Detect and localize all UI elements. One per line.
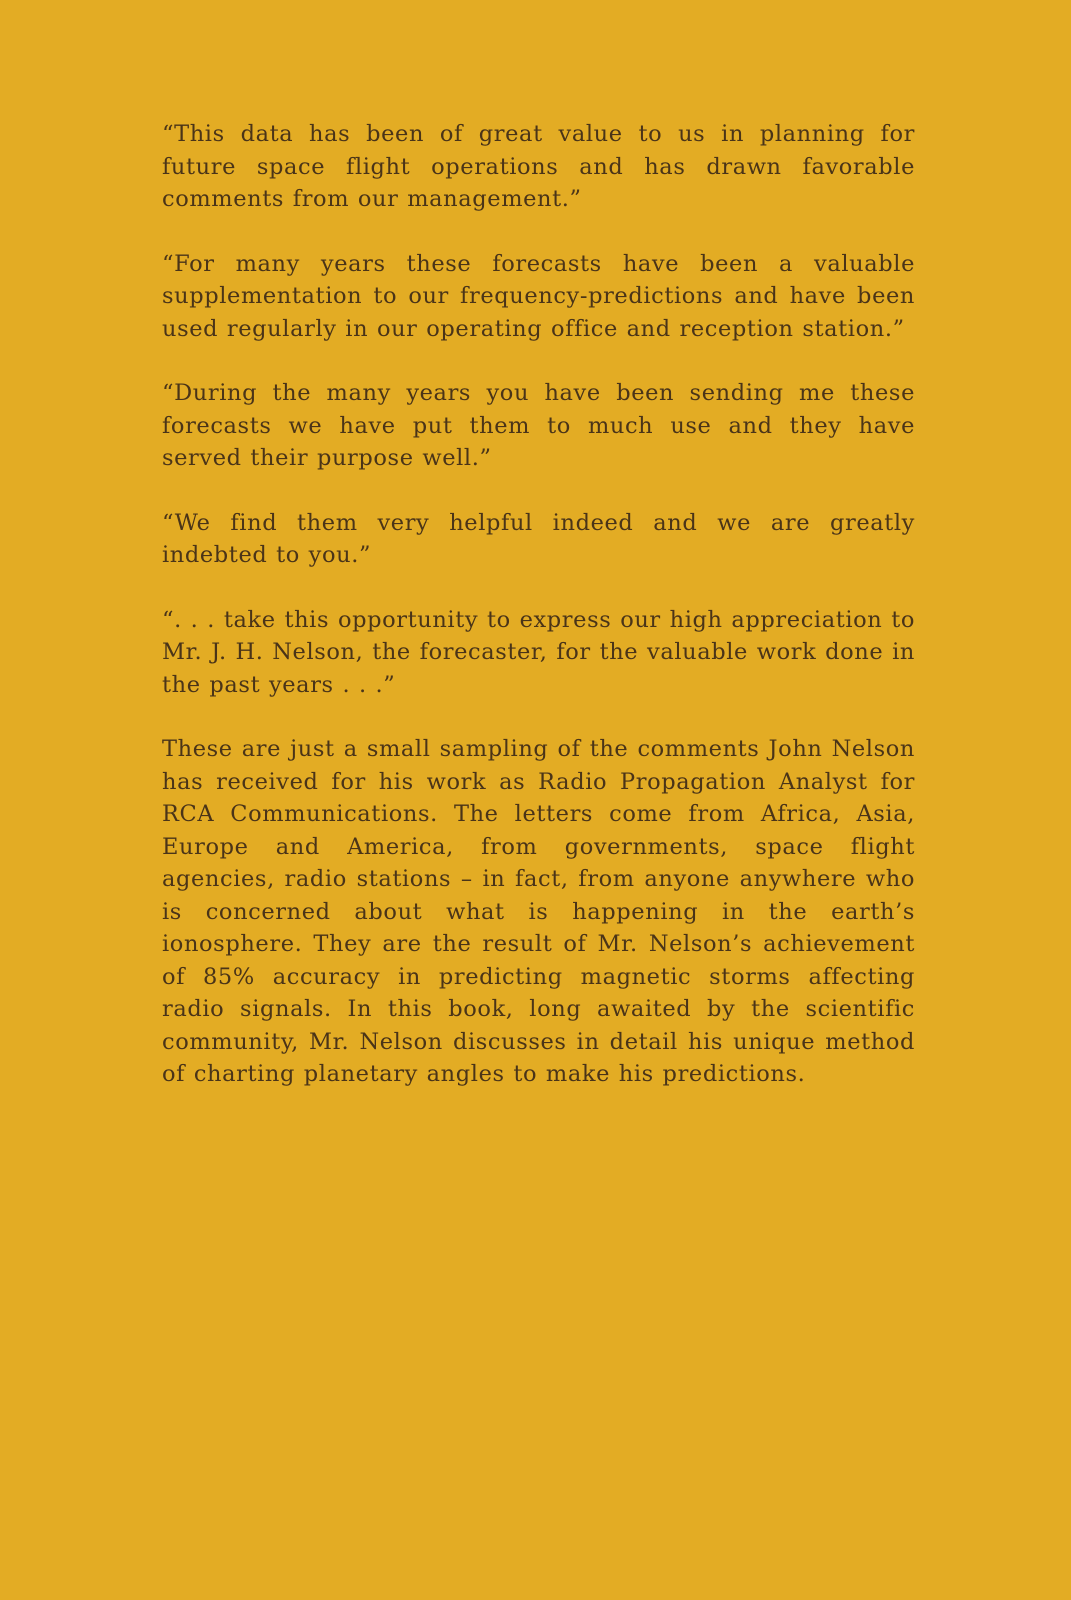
testimonial-quote: “This data has been of great value to us in planning for future space flight operations and has drawn favorable comments from our management.” (162, 121, 915, 212)
testimonial-quote: “During the many years you have been sending me these forecasts we have put them to much use and they have served their purpose well.” (162, 380, 915, 471)
testimonial-quote: “. . . take this opportunity to express our high appreciation to Mr. J. H. Nelson, the forecaster, for the valuable work done in the past years . . .” (162, 606, 915, 698)
book-description: These are just a small sampling of the comments John Nelson has received for his work as Radio Propagation Analyst for RCA Communications. The letters come from Africa, Asia, Europe and America, from governments, space flight agencies, radio stations – in fact, from anyone anywhere who is concerned about what is happening in the earth’s ionosphere. They are the result of Mr. Nelson’s achievement of 85% accuracy in predicting magnetic storms affecting radio signals. In this book, long awaited by the scientific community, Mr. Nelson discusses in detail his unique method of charting planetary angles to make his predictions. (162, 736, 915, 1087)
testimonial-quote: “For many years these forecasts have been a valuable supplementation to our frequency-predictions and have been used regularly in our operating office and reception station.” (162, 250, 915, 342)
cover-text-block (162, 118, 915, 1123)
testimonial-quote: “We find them very helpful indeed and we are greatly indebted to you.” (162, 509, 915, 568)
